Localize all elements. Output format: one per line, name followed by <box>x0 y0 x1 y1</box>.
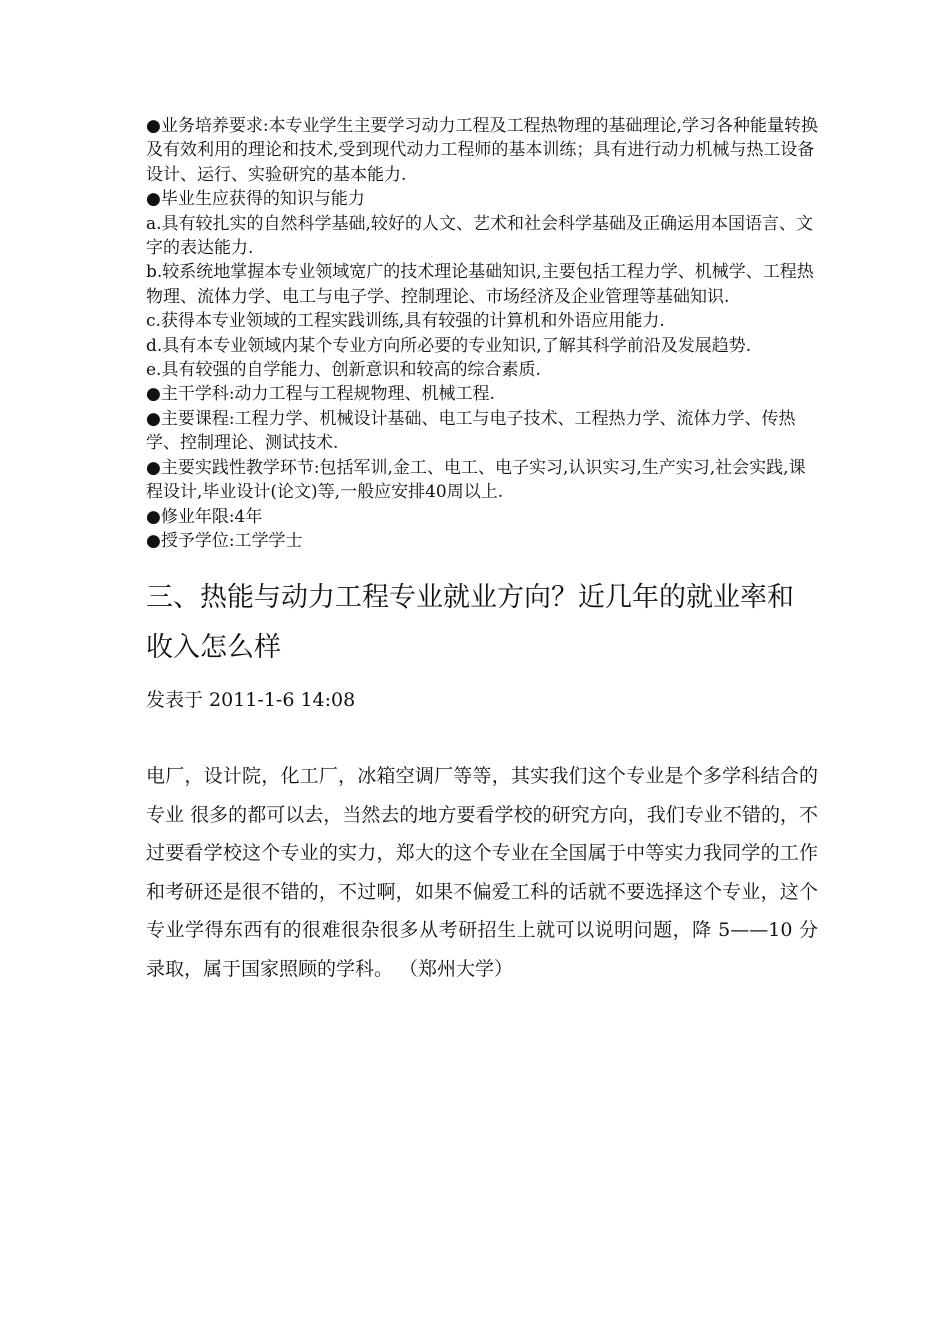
document-page <box>146 114 818 988</box>
paragraph-graduate-abilities-heading: ●毕业生应获得的知识与能力 <box>146 189 365 210</box>
paragraph-ability-b: b.较系统地掌握本专业领域宽广的技术理论基础知识,主要包括工程力学、机械学、工程热物理、流体力学、电工与电子学、控制理论、市场经济及企业管理等基础知识. <box>146 262 814 307</box>
paragraph-main-disciplines: ●主干学科:动力工程与工程规物理、机械工程. <box>146 384 495 405</box>
paragraph-study-years: ●修业年限:4年 <box>146 506 263 527</box>
paragraph-ability-a: a.具有较扎实的自然科学基础,较好的人文、艺术和社会科学基础及正确运用本国语言、文字的表达能力. <box>146 213 813 259</box>
paragraph-practice-links: ●主要实践性教学环节:包括军训,金工、电工、电子实习,认识实习,生产实习,社会实践,课程设计,毕业设计(论文)等,一般应安排40周以上. <box>146 457 806 503</box>
paragraph-degree: ●授予学位:工学学士 <box>146 530 303 551</box>
post-date: 发表于 2011-1-6 14:08 <box>146 689 356 712</box>
body-paragraph: 电厂，设计院，化工厂，冰箱空调厂等等，其实我们这个专业是个多学科结合的专业 很多的都可以去，当然去的地方要看学校的研究方向，我们专业不错的，不过要看学校这个专业的实力，郑大的这个专业在全国属于中等实力我同学的工作和考研还是很不错的，不过啊，如果不偏爱工科的话就不要选择这个专业，这个专业学得东西有的很难很杂很多从考研招生上就可以说明问题，降 5——10 分录取，属于国家照顾的学科。 （郑州大学） <box>146 765 818 980</box>
paragraph-main-courses: ●主要课程:工程力学、机械设计基础、电工与电子技术、工程热力学、流体力学、传热学、控制理论、测试技术. <box>146 408 796 454</box>
program-requirements-section <box>146 114 818 553</box>
paragraph-ability-c: c.获得本专业领域的工程实践训练,具有较强的计算机和外语应用能力. <box>146 311 665 332</box>
section-heading: 三、热能与动力工程专业就业方向？近几年的就业率和收入怎么样 <box>146 582 794 664</box>
paragraph-ability-e: e.具有较强的自学能力、创新意识和较高的综合素质. <box>146 360 541 381</box>
paragraph-training-requirements: ●业务培养要求:本专业学生主要学习动力工程及工程热物理的基础理论,学习各种能量转换及有效利用的理论和技术,受到现代动力工程师的基本训练；具有进行动力机械与热工设备设计、运行、实验研究的基本能力. <box>146 116 818 185</box>
paragraph-ability-d: d.具有本专业领域内某个专业方向所必要的专业知识,了解其科学前沿及发展趋势. <box>146 335 752 356</box>
